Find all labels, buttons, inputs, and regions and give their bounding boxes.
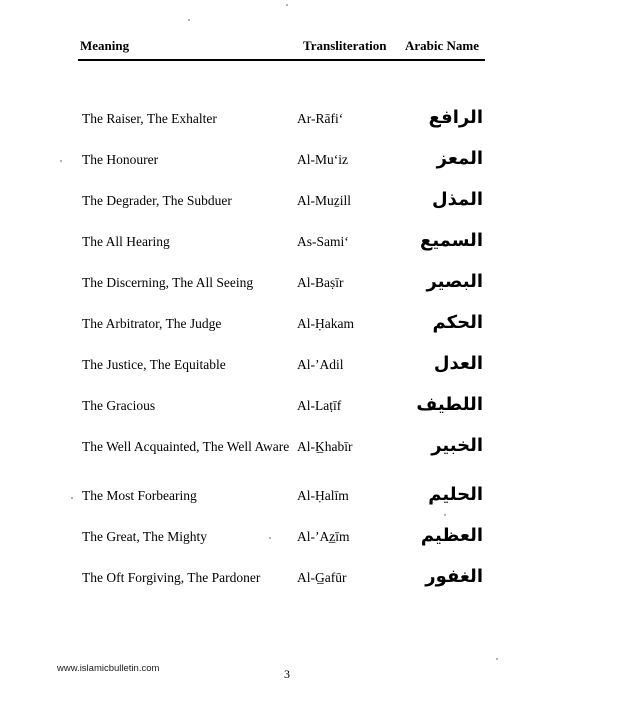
transliteration-cell: Al-’Az̲īm — [297, 529, 350, 544]
transliteration-cell: Al-Ḥalīm — [297, 488, 349, 503]
scan-speck — [444, 514, 446, 516]
transliteration-cell: Al-Mu‘iz — [297, 152, 348, 167]
transliteration-cell: Al-’Adil — [297, 357, 344, 372]
arabic-name-cell: المعز — [436, 148, 483, 169]
meaning-cell: The All Hearing — [82, 234, 170, 249]
column-header-transliteration: Transliteration — [303, 38, 387, 53]
meaning-cell: The Oft Forgiving, The Pardoner — [82, 570, 261, 585]
scan-speck — [60, 160, 62, 162]
scan-speck — [286, 4, 288, 6]
meaning-cell: The Honourer — [82, 152, 159, 167]
meaning-cell: The Discerning, The All Seeing — [82, 275, 254, 290]
meaning-cell: The Well Acquainted, The Well Aware — [82, 439, 290, 454]
meaning-cell: The Gracious — [82, 398, 156, 413]
footer-website-url: www.islamicbulletin.com — [57, 663, 160, 674]
arabic-name-cell: السميع — [420, 230, 483, 251]
arabic-name-cell: الغفور — [425, 566, 483, 587]
arabic-name-cell: العظيم — [420, 525, 483, 546]
transliteration-cell: Al-Baṣīr — [297, 275, 344, 290]
scan-speck — [496, 658, 498, 660]
arabic-name-cell: الحكم — [432, 312, 483, 333]
transliteration-cell: Al-Laṭīf — [297, 398, 342, 413]
header-divider — [78, 59, 485, 61]
transliteration-cell: Al-Ḥakam — [297, 316, 354, 331]
arabic-name-cell: اللطيف — [416, 394, 483, 415]
arabic-name-cell: الرافع — [428, 107, 483, 128]
transliteration-cell: Al-Muẕill — [297, 193, 351, 208]
transliteration-cell: Al-G̲afūr — [297, 570, 347, 585]
scan-speck — [71, 497, 73, 499]
meaning-cell: The Degrader, The Subduer — [82, 193, 232, 208]
page-number: 3 — [284, 667, 290, 681]
meaning-cell: The Most Forbearing — [82, 488, 197, 503]
arabic-name-cell: المذل — [431, 189, 483, 210]
scan-speck — [188, 19, 190, 21]
column-header-arabic-name: Arabic Name — [405, 38, 480, 53]
meaning-cell: The Justice, The Equitable — [82, 357, 226, 372]
arabic-name-cell: الحليم — [428, 484, 483, 505]
transliteration-cell: Ar-Rāfi‘ — [297, 111, 344, 126]
arabic-name-cell: العدل — [433, 353, 483, 374]
arabic-name-cell: البصير — [426, 271, 483, 292]
column-header-meaning: Meaning — [80, 38, 130, 53]
transliteration-cell: As-Sami‘ — [297, 234, 349, 249]
scan-speck — [269, 537, 271, 539]
arabic-name-cell: الخبير — [431, 435, 483, 456]
transliteration-cell: Al-K̲habīr — [297, 439, 353, 454]
meaning-cell: The Arbitrator, The Judge — [82, 316, 222, 331]
meaning-cell: The Great, The Mighty — [82, 529, 207, 544]
meaning-cell: The Raiser, The Exhalter — [82, 111, 217, 126]
